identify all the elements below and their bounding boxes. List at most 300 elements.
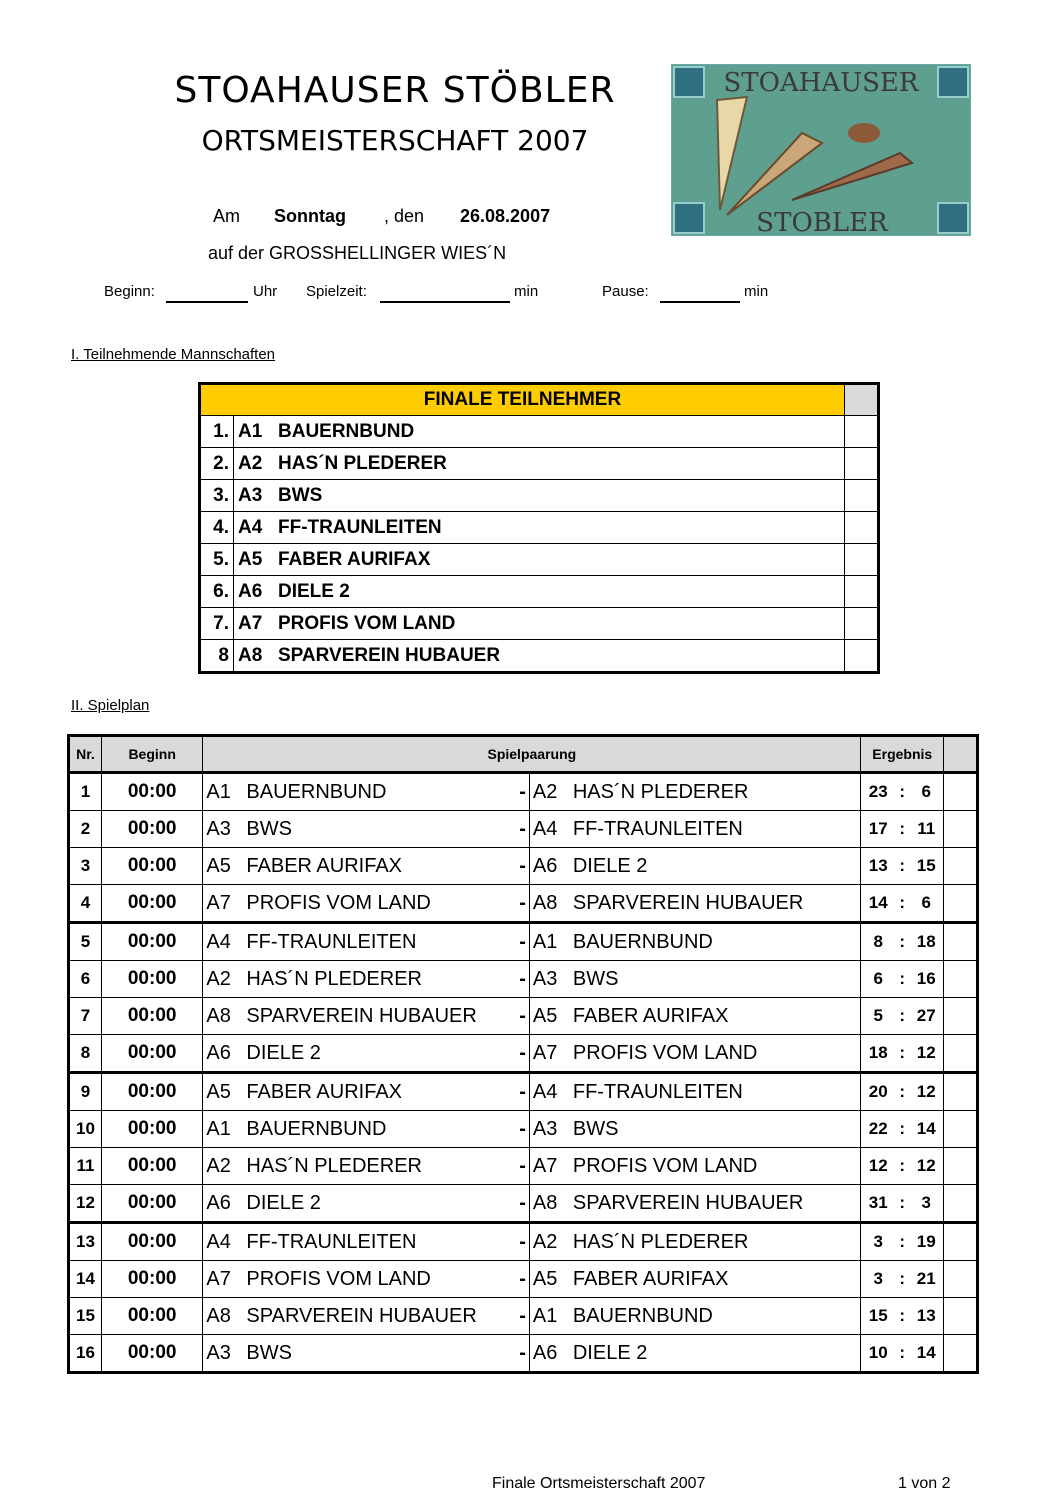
teams-table — [198, 382, 880, 674]
score-colon: : — [899, 1119, 906, 1138]
match-nr: 12 — [69, 1185, 102, 1223]
home-name: PROFIS VOM LAND — [246, 891, 431, 914]
team-num: 8 — [200, 640, 234, 673]
home-name: BAUERNBUND — [246, 1117, 387, 1140]
match-time: 00:00 — [101, 961, 202, 998]
score-away: 11 — [917, 819, 936, 838]
score-away: 6 — [921, 893, 931, 912]
away-code: A1 — [532, 1304, 558, 1327]
match-home — [203, 1335, 529, 1373]
match-dash: - — [519, 1191, 526, 1214]
match-home — [203, 1298, 529, 1335]
match-blank — [944, 885, 978, 923]
score-away: 15 — [916, 856, 936, 875]
event-location: auf der GROSSHELLINGER WIES´N — [208, 243, 507, 263]
match-home — [203, 1073, 529, 1111]
score-away: 21 — [916, 1269, 936, 1288]
match-away — [529, 923, 860, 961]
match-time: 00:00 — [101, 773, 202, 811]
team-blank — [845, 576, 879, 608]
match-time: 00:00 — [101, 1148, 202, 1185]
team-num: 7. — [200, 608, 234, 640]
match-dash: - — [519, 817, 526, 840]
home-code: A6 — [206, 1191, 231, 1214]
match-result — [861, 1035, 944, 1073]
beginn-field[interactable] — [166, 284, 248, 303]
match-home — [203, 1261, 529, 1298]
match-dash: - — [519, 891, 526, 914]
match-away — [529, 1261, 860, 1298]
score-colon: : — [899, 1193, 906, 1212]
team-code: A8 — [234, 640, 275, 673]
score-home: 13 — [868, 856, 888, 875]
match-blank — [944, 1073, 978, 1111]
team-code: A6 — [234, 576, 275, 608]
match-away — [529, 1148, 860, 1185]
team-code: A1 — [234, 416, 275, 448]
away-code: A7 — [532, 1041, 558, 1064]
match-time: 00:00 — [101, 998, 202, 1035]
team-row — [200, 512, 879, 544]
match-dash: - — [519, 780, 526, 803]
away-code: A6 — [532, 1341, 558, 1364]
match-result — [861, 1185, 944, 1223]
team-code: A5 — [234, 544, 275, 576]
match-away — [529, 1185, 860, 1223]
team-code: A4 — [234, 512, 275, 544]
home-name: BWS — [246, 817, 292, 840]
score-away: 12 — [916, 1156, 936, 1175]
match-home — [203, 1035, 529, 1073]
score-home: 31 — [868, 1193, 888, 1212]
score-home: 18 — [868, 1043, 888, 1062]
match-nr: 4 — [69, 885, 102, 923]
team-name: PROFIS VOM LAND — [274, 608, 845, 640]
team-name: FABER AURIFAX — [274, 544, 845, 576]
score-home: 3 — [873, 1232, 883, 1251]
match-dash: - — [519, 1004, 526, 1027]
home-name: HAS´N PLEDERER — [246, 1154, 423, 1177]
match-blank — [944, 961, 978, 998]
match-blank — [944, 848, 978, 885]
score-home: 6 — [873, 969, 883, 988]
match-row — [69, 885, 978, 923]
match-row — [69, 773, 978, 811]
match-dash: - — [519, 930, 526, 953]
score-colon: : — [899, 1043, 906, 1062]
home-code: A4 — [206, 930, 231, 953]
match-time: 00:00 — [101, 1261, 202, 1298]
away-code: A3 — [532, 967, 558, 990]
spielzeit-min: min — [514, 283, 539, 300]
home-code: A2 — [206, 967, 231, 990]
match-dash: - — [519, 1230, 526, 1253]
away-code: A5 — [532, 1004, 558, 1027]
event-day: Sonntag — [274, 206, 346, 226]
match-away — [529, 773, 860, 811]
uhr-label: Uhr — [253, 283, 278, 300]
match-result — [861, 1298, 944, 1335]
team-code: A7 — [234, 608, 275, 640]
match-time: 00:00 — [101, 1035, 202, 1073]
team-blank — [845, 416, 879, 448]
match-away — [529, 1335, 860, 1373]
score-colon: : — [899, 1156, 906, 1175]
home-code: A8 — [206, 1304, 231, 1327]
score-home: 14 — [868, 893, 888, 912]
home-code: A8 — [206, 1004, 231, 1027]
score-colon: : — [899, 856, 906, 875]
match-time: 00:00 — [101, 1223, 202, 1261]
match-result — [861, 1148, 944, 1185]
col-nr: Nr. — [69, 736, 102, 773]
match-nr: 9 — [69, 1073, 102, 1111]
page-title: STOAHAUSER STÖBLER — [174, 70, 616, 111]
match-nr: 15 — [69, 1298, 102, 1335]
away-name: HAS´N PLEDERER — [572, 780, 749, 803]
score-colon: : — [899, 969, 906, 988]
team-blank — [845, 544, 879, 576]
score-away: 12 — [916, 1043, 936, 1062]
match-nr: 6 — [69, 961, 102, 998]
match-time: 00:00 — [101, 1111, 202, 1148]
team-blank — [845, 608, 879, 640]
score-away: 27 — [916, 1006, 936, 1025]
away-name: FF-TRAUNLEITEN — [572, 817, 743, 840]
spielzeit-field[interactable] — [380, 284, 510, 303]
col-blank — [944, 736, 978, 773]
home-code: A1 — [206, 1117, 231, 1140]
away-name: FF-TRAUNLEITEN — [572, 1080, 743, 1103]
away-code: A5 — [532, 1267, 558, 1290]
match-result — [861, 848, 944, 885]
score-home: 22 — [868, 1119, 888, 1138]
match-away — [529, 1223, 860, 1261]
match-result — [861, 923, 944, 961]
match-nr: 16 — [69, 1335, 102, 1373]
team-name: SPARVEREIN HUBAUER — [274, 640, 845, 673]
team-name: HAS´N PLEDERER — [274, 448, 845, 480]
away-code: A4 — [532, 817, 558, 840]
match-result — [861, 1335, 944, 1373]
match-dash: - — [519, 854, 526, 877]
score-home: 12 — [868, 1156, 888, 1175]
team-num: 1. — [200, 416, 234, 448]
match-row — [69, 1223, 978, 1261]
match-nr: 8 — [69, 1035, 102, 1073]
score-home: 10 — [868, 1343, 888, 1362]
page-number: 1 von 2 — [898, 1475, 951, 1492]
score-colon: : — [899, 1082, 906, 1101]
score-away: 18 — [916, 932, 936, 951]
pause-label: Pause: — [602, 283, 649, 300]
team-blank — [845, 480, 879, 512]
score-away: 6 — [921, 782, 931, 801]
home-name: DIELE 2 — [246, 1191, 321, 1214]
home-name: BWS — [246, 1341, 292, 1364]
match-home — [203, 1223, 529, 1261]
teams-header: FINALE TEILNEHMER — [200, 384, 845, 416]
away-code: A3 — [532, 1117, 558, 1140]
away-name: BAUERNBUND — [572, 930, 713, 953]
match-blank — [944, 923, 978, 961]
match-row — [69, 923, 978, 961]
home-code: A7 — [206, 891, 231, 914]
team-row — [200, 640, 879, 673]
away-code: A8 — [532, 891, 558, 914]
team-name: DIELE 2 — [274, 576, 845, 608]
match-result — [861, 1073, 944, 1111]
match-time: 00:00 — [101, 923, 202, 961]
score-away: 3 — [921, 1193, 931, 1212]
match-row — [69, 961, 978, 998]
team-name: BWS — [274, 480, 845, 512]
pause-min: min — [744, 283, 769, 300]
score-home: 17 — [868, 819, 888, 838]
match-nr: 11 — [69, 1148, 102, 1185]
match-nr: 13 — [69, 1223, 102, 1261]
match-row — [69, 1298, 978, 1335]
match-result — [861, 1223, 944, 1261]
score-colon: : — [899, 1343, 906, 1362]
match-row — [69, 1148, 978, 1185]
match-blank — [944, 1185, 978, 1223]
match-nr: 5 — [69, 923, 102, 961]
match-dash: - — [519, 1304, 526, 1327]
score-away: 12 — [916, 1082, 936, 1101]
match-dash: - — [519, 1041, 526, 1064]
away-name: BAUERNBUND — [572, 1304, 713, 1327]
away-name: FABER AURIFAX — [572, 1267, 729, 1290]
schedule-table — [67, 734, 979, 1374]
spielzeit-label: Spielzeit: — [306, 283, 367, 300]
match-blank — [944, 1335, 978, 1373]
match-blank — [944, 1223, 978, 1261]
team-num: 5. — [200, 544, 234, 576]
match-dash: - — [519, 1117, 526, 1140]
event-date: 26.08.2007 — [460, 206, 551, 226]
match-time: 00:00 — [101, 1073, 202, 1111]
score-away: 14 — [916, 1119, 936, 1138]
score-home: 3 — [873, 1269, 883, 1288]
team-row — [200, 416, 879, 448]
match-result — [861, 961, 944, 998]
score-home: 15 — [868, 1306, 888, 1325]
schedule-header-row — [69, 736, 978, 773]
home-code: A7 — [206, 1267, 231, 1290]
home-code: A5 — [206, 854, 231, 877]
match-nr: 1 — [69, 773, 102, 811]
match-away — [529, 811, 860, 848]
home-name: FF-TRAUNLEITEN — [246, 930, 417, 953]
match-result — [861, 773, 944, 811]
match-row — [69, 998, 978, 1035]
team-row — [200, 480, 879, 512]
away-name: SPARVEREIN HUBAUER — [572, 1191, 804, 1214]
home-code: A2 — [206, 1154, 231, 1177]
match-row — [69, 1035, 978, 1073]
home-code: A3 — [206, 817, 231, 840]
home-code: A1 — [206, 780, 231, 803]
away-name: FABER AURIFAX — [572, 1004, 729, 1027]
team-row — [200, 576, 879, 608]
away-name: SPARVEREIN HUBAUER — [572, 891, 804, 914]
match-row — [69, 1261, 978, 1298]
away-code: A2 — [532, 1230, 558, 1253]
home-name: DIELE 2 — [246, 1041, 321, 1064]
match-blank — [944, 1111, 978, 1148]
away-code: A6 — [532, 854, 558, 877]
team-num: 4. — [200, 512, 234, 544]
footer-title: Finale Ortsmeisterschaft 2007 — [492, 1475, 706, 1492]
home-name: SPARVEREIN HUBAUER — [246, 1304, 477, 1327]
match-away — [529, 961, 860, 998]
team-row — [200, 608, 879, 640]
col-ergebnis: Ergebnis — [861, 736, 944, 773]
section-teams-heading: I. Teilnehmende Mannschaften — [71, 346, 276, 363]
match-dash: - — [519, 1080, 526, 1103]
match-time: 00:00 — [101, 1335, 202, 1373]
match-blank — [944, 1261, 978, 1298]
match-result — [861, 998, 944, 1035]
am-label: Am — [213, 206, 240, 226]
match-home — [203, 848, 529, 885]
teams-header-row — [200, 384, 879, 416]
match-time: 00:00 — [101, 1185, 202, 1223]
team-code: A3 — [234, 480, 275, 512]
team-blank — [845, 640, 879, 673]
col-beginn: Beginn — [101, 736, 202, 773]
section-plan-heading: II. Spielplan — [71, 697, 150, 714]
match-blank — [944, 773, 978, 811]
match-dash: - — [519, 1154, 526, 1177]
match-time: 00:00 — [101, 885, 202, 923]
team-num: 2. — [200, 448, 234, 480]
score-home: 8 — [873, 932, 883, 951]
score-colon: : — [899, 893, 906, 912]
teams-header-blank — [845, 384, 879, 416]
match-away — [529, 998, 860, 1035]
score-colon: : — [899, 932, 906, 951]
team-code: A2 — [234, 448, 275, 480]
score-colon: : — [899, 1269, 906, 1288]
home-name: FABER AURIFAX — [246, 854, 403, 877]
team-blank — [845, 512, 879, 544]
home-code: A5 — [206, 1080, 231, 1103]
match-result — [861, 1111, 944, 1148]
team-blank — [845, 448, 879, 480]
match-row — [69, 1111, 978, 1148]
home-name: FABER AURIFAX — [246, 1080, 403, 1103]
score-away: 13 — [916, 1306, 936, 1325]
home-name: FF-TRAUNLEITEN — [246, 1230, 417, 1253]
match-away — [529, 1298, 860, 1335]
match-away — [529, 885, 860, 923]
logo-text-top: STOAHAUSER — [723, 68, 919, 98]
match-home — [203, 1148, 529, 1185]
team-row — [200, 448, 879, 480]
match-row — [69, 848, 978, 885]
beginn-label: Beginn: — [104, 283, 155, 300]
match-blank — [944, 1298, 978, 1335]
match-row — [69, 1335, 978, 1373]
match-row — [69, 1073, 978, 1111]
home-name: SPARVEREIN HUBAUER — [246, 1004, 477, 1027]
match-away — [529, 1111, 860, 1148]
away-code: A1 — [532, 930, 558, 953]
away-code: A8 — [532, 1191, 558, 1214]
away-name: BWS — [572, 967, 619, 990]
score-home: 20 — [868, 1082, 888, 1101]
match-home — [203, 773, 529, 811]
col-spielpaarung: Spielpaarung — [203, 736, 861, 773]
match-result — [861, 811, 944, 848]
match-nr: 3 — [69, 848, 102, 885]
team-row — [200, 544, 879, 576]
away-name: PROFIS VOM LAND — [572, 1041, 758, 1064]
match-nr: 2 — [69, 811, 102, 848]
score-colon: : — [899, 819, 906, 838]
match-home — [203, 885, 529, 923]
match-away — [529, 848, 860, 885]
match-home — [203, 1111, 529, 1148]
score-colon: : — [899, 1232, 906, 1251]
away-name: BWS — [572, 1117, 619, 1140]
match-away — [529, 1073, 860, 1111]
match-nr: 10 — [69, 1111, 102, 1148]
home-code: A4 — [206, 1230, 231, 1253]
club-logo — [671, 64, 971, 236]
match-blank — [944, 1035, 978, 1073]
match-time: 00:00 — [101, 1298, 202, 1335]
away-code: A7 — [532, 1154, 558, 1177]
match-home — [203, 811, 529, 848]
score-colon: : — [899, 1306, 906, 1325]
team-name: FF-TRAUNLEITEN — [274, 512, 845, 544]
away-name: DIELE 2 — [572, 1341, 648, 1364]
match-row — [69, 1185, 978, 1223]
match-home — [203, 961, 529, 998]
match-home — [203, 923, 529, 961]
away-code: A2 — [532, 780, 558, 803]
match-result — [861, 885, 944, 923]
home-code: A6 — [206, 1041, 231, 1064]
match-home — [203, 1185, 529, 1223]
score-away: 19 — [916, 1232, 936, 1251]
home-name: PROFIS VOM LAND — [246, 1267, 431, 1290]
match-blank — [944, 1148, 978, 1185]
logo-text-bottom: STOBLER — [756, 208, 888, 235]
score-home: 5 — [873, 1006, 883, 1025]
match-time: 00:00 — [101, 811, 202, 848]
team-name: BAUERNBUND — [274, 416, 845, 448]
page-subtitle: ORTSMEISTERSCHAFT 2007 — [201, 124, 589, 157]
score-away: 16 — [916, 969, 936, 988]
match-dash: - — [519, 967, 526, 990]
den-label: , den — [384, 206, 425, 226]
team-num: 6. — [200, 576, 234, 608]
score-home: 23 — [868, 782, 888, 801]
match-blank — [944, 998, 978, 1035]
away-code: A4 — [532, 1080, 558, 1103]
home-name: BAUERNBUND — [246, 780, 387, 803]
away-name: PROFIS VOM LAND — [572, 1154, 758, 1177]
score-colon: : — [899, 782, 906, 801]
pause-field[interactable] — [660, 284, 740, 303]
match-home — [203, 998, 529, 1035]
match-away — [529, 1035, 860, 1073]
match-nr: 14 — [69, 1261, 102, 1298]
